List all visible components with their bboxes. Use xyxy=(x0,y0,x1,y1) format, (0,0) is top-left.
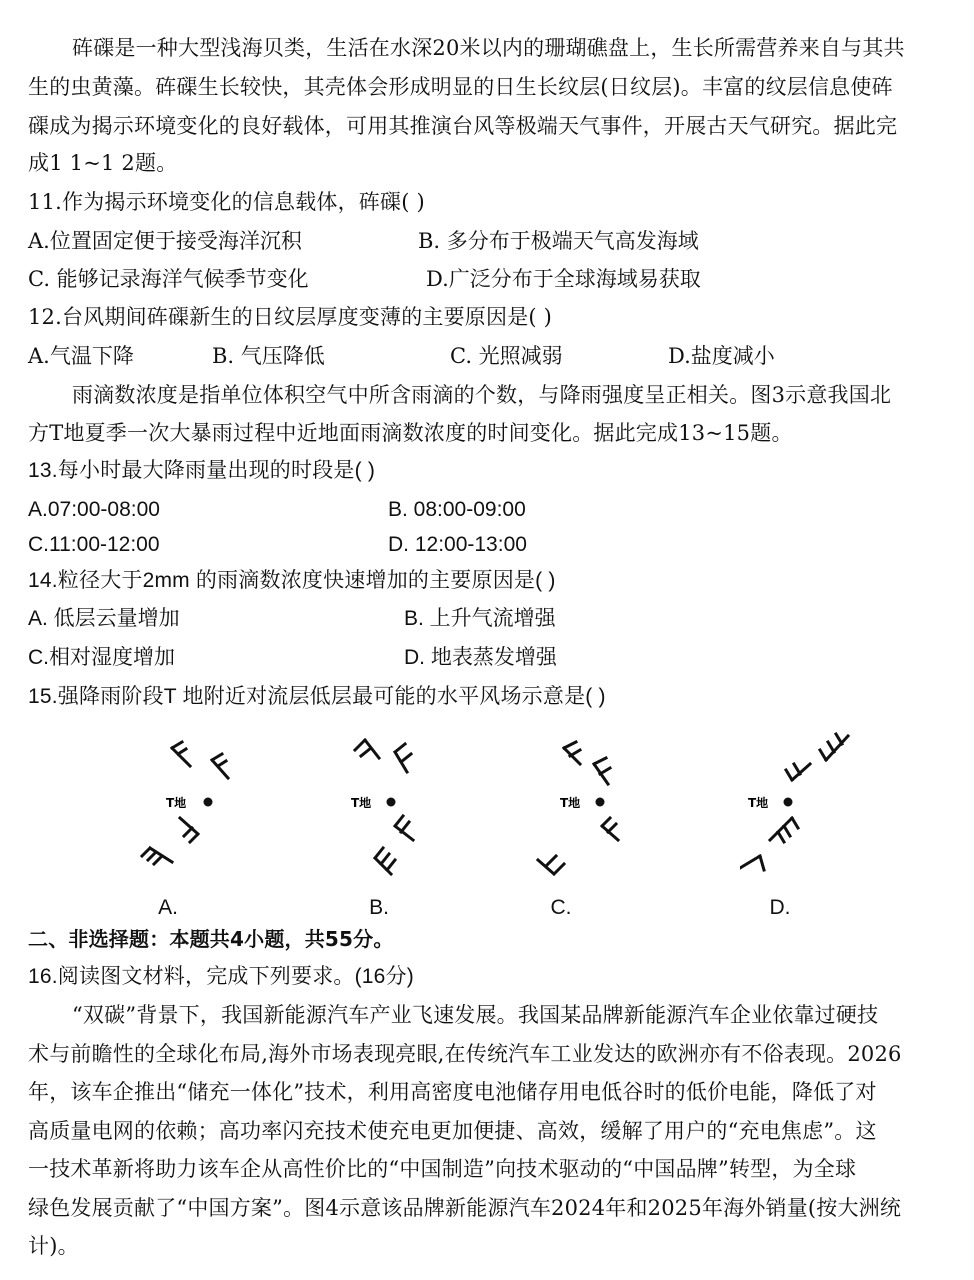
wind-barb xyxy=(538,856,564,874)
q13-option-d[interactable]: D. 12:00-13:00 xyxy=(388,533,527,556)
wind-barb xyxy=(395,744,411,772)
wind-barb xyxy=(142,848,172,864)
q13-stem: 13.每小时最大降雨量出现的时段是( ) xyxy=(28,459,376,482)
passage1-line-1: 砗磲是一种大型浅海贝类，生活在水深20米以内的珊瑚礁盘上，生长所需营养来自与其共 xyxy=(72,36,905,60)
wind-barb xyxy=(180,818,198,842)
wind-field-diagram-d xyxy=(740,730,880,890)
t-point-marker xyxy=(387,798,396,807)
passage1-line-2: 生的虫黄藻。砗磲生长较快，其壳体会形成明显的日生长纹层(日纹层)。丰富的纹层信息使砗 xyxy=(28,75,893,99)
wind-label-d: D. xyxy=(769,896,791,919)
wind-barb xyxy=(212,754,228,778)
q14-option-d[interactable]: D. 地表蒸发增强 xyxy=(404,646,557,669)
t-point-label: T地 xyxy=(748,796,769,810)
q11-stem: 11.作为揭示环境变化的信息载体，砗磲( ) xyxy=(28,190,425,214)
wind-barb xyxy=(375,848,395,874)
q12-option-a[interactable]: A.气温下降 xyxy=(28,344,134,368)
q16-line-6: 绿色发展贡献了“中国方案”。图4示意该品牌新能源汽车2024年和2025年海外销量(按大洲统 xyxy=(28,1196,902,1220)
wind-panel-b[interactable] xyxy=(335,730,475,890)
q16-line-2: 术与前瞻性的全球化布局,海外市场表现亮眼,在传统汽车工业发达的欧洲亦有不俗表现。2026 xyxy=(28,1042,902,1066)
wind-field-diagram-a xyxy=(120,730,260,890)
wind-barb xyxy=(355,740,379,758)
wind-panel-d[interactable] xyxy=(740,730,880,890)
wind-barb xyxy=(594,758,610,784)
wind-field-figure xyxy=(110,730,910,925)
passage2-line-1: 雨滴数浓度是指单位体积空气中所含雨滴的个数，与降雨强度呈正相关。图3示意我国北 xyxy=(72,383,892,407)
passage1-line-3: 磲成为揭示环境变化的良好载体，可用其推演台风等极端天气事件，开展古天气研究。据此完 xyxy=(28,114,898,138)
q13-option-a[interactable]: A.07:00-08:00 xyxy=(28,498,160,521)
section2-heading: 二、非选择题：本题共4小题，共55分。 xyxy=(28,927,394,951)
wind-barb xyxy=(602,818,618,840)
wind-field-diagram-c xyxy=(520,730,660,890)
wind-barb xyxy=(786,764,810,780)
wind-barb xyxy=(564,742,580,764)
q16-line-5: 一技术革新将助力该车企从高性价比的“中国制造”向技术驱动的“中国品牌”转型，为全球 xyxy=(28,1157,857,1181)
wind-barb xyxy=(395,816,413,840)
q11-option-d[interactable]: D.广泛分布于全球海域易获取 xyxy=(426,267,701,291)
t-point-marker xyxy=(596,798,605,807)
wind-barb xyxy=(820,734,848,760)
q11-option-b[interactable]: B. 多分布于极端天气高发海域 xyxy=(418,229,699,253)
t-point-marker xyxy=(204,798,213,807)
q12-option-b[interactable]: B. 气压降低 xyxy=(212,344,325,368)
q13-option-b[interactable]: B. 08:00-09:00 xyxy=(388,498,526,521)
q16-stem: 16.阅读图文材料，完成下列要求。(16分) xyxy=(28,965,414,988)
q13-option-c[interactable]: C.11:00-12:00 xyxy=(28,533,160,556)
wind-panel-a[interactable] xyxy=(120,730,260,890)
wind-label-b: B. xyxy=(369,896,389,919)
wind-barb xyxy=(770,818,798,842)
q14-option-b[interactable]: B. 上升气流增强 xyxy=(404,607,556,630)
t-point-marker xyxy=(784,798,793,807)
q16-line-3: 年，该车企推出“储充一体化”技术，利用高密度电池储存用电低谷时的低价电能，降低了对 xyxy=(28,1080,877,1104)
q14-option-a[interactable]: A. 低层云量增加 xyxy=(28,607,180,630)
wind-barb xyxy=(172,742,190,766)
t-point-label: T地 xyxy=(166,796,187,810)
t-point-label: T地 xyxy=(560,796,581,810)
q12-option-c[interactable]: C. 光照减弱 xyxy=(450,344,563,368)
wind-panel-c[interactable] xyxy=(520,730,660,890)
q15-stem: 15.强降雨阶段T 地附近对流层低层最可能的水平风场示意是( ) xyxy=(28,685,606,708)
q16-line-4: 高质量电网的依赖；高功率闪充技术使充电更加便捷、高效，缓解了用户的“充电焦虑”。这 xyxy=(28,1119,877,1143)
wind-label-c: C. xyxy=(550,896,572,919)
q11-option-a[interactable]: A.位置固定便于接受海洋沉积 xyxy=(28,229,302,253)
wind-label-a: A. xyxy=(158,896,178,919)
passage2-line-2: 方T地夏季一次大暴雨过程中近地面雨滴数浓度的时间变化。据此完成13~15题。 xyxy=(28,421,793,445)
t-point-label: T地 xyxy=(351,796,372,810)
q16-line-1: “双碳”背景下，我国新能源汽车产业飞速发展。我国某品牌新能源汽车企业依靠过硬技 xyxy=(72,1003,879,1027)
wind-barb xyxy=(740,856,764,870)
wind-field-diagram-b xyxy=(335,730,475,890)
q16-line-7: 计)。 xyxy=(28,1234,79,1258)
q11-option-c[interactable]: C. 能够记录海洋气候季节变化 xyxy=(28,267,309,291)
passage1-line-4: 成1 1~1 2题。 xyxy=(28,151,178,175)
q12-stem: 12.台风期间砗磲新生的日纹层厚度变薄的主要原因是( ) xyxy=(28,305,553,329)
q14-stem: 14.粒径大于2mm 的雨滴数浓度快速增加的主要原因是( ) xyxy=(28,569,556,592)
q12-option-d[interactable]: D.盐度减小 xyxy=(668,344,775,368)
q14-option-c[interactable]: C.相对湿度增加 xyxy=(28,646,175,669)
